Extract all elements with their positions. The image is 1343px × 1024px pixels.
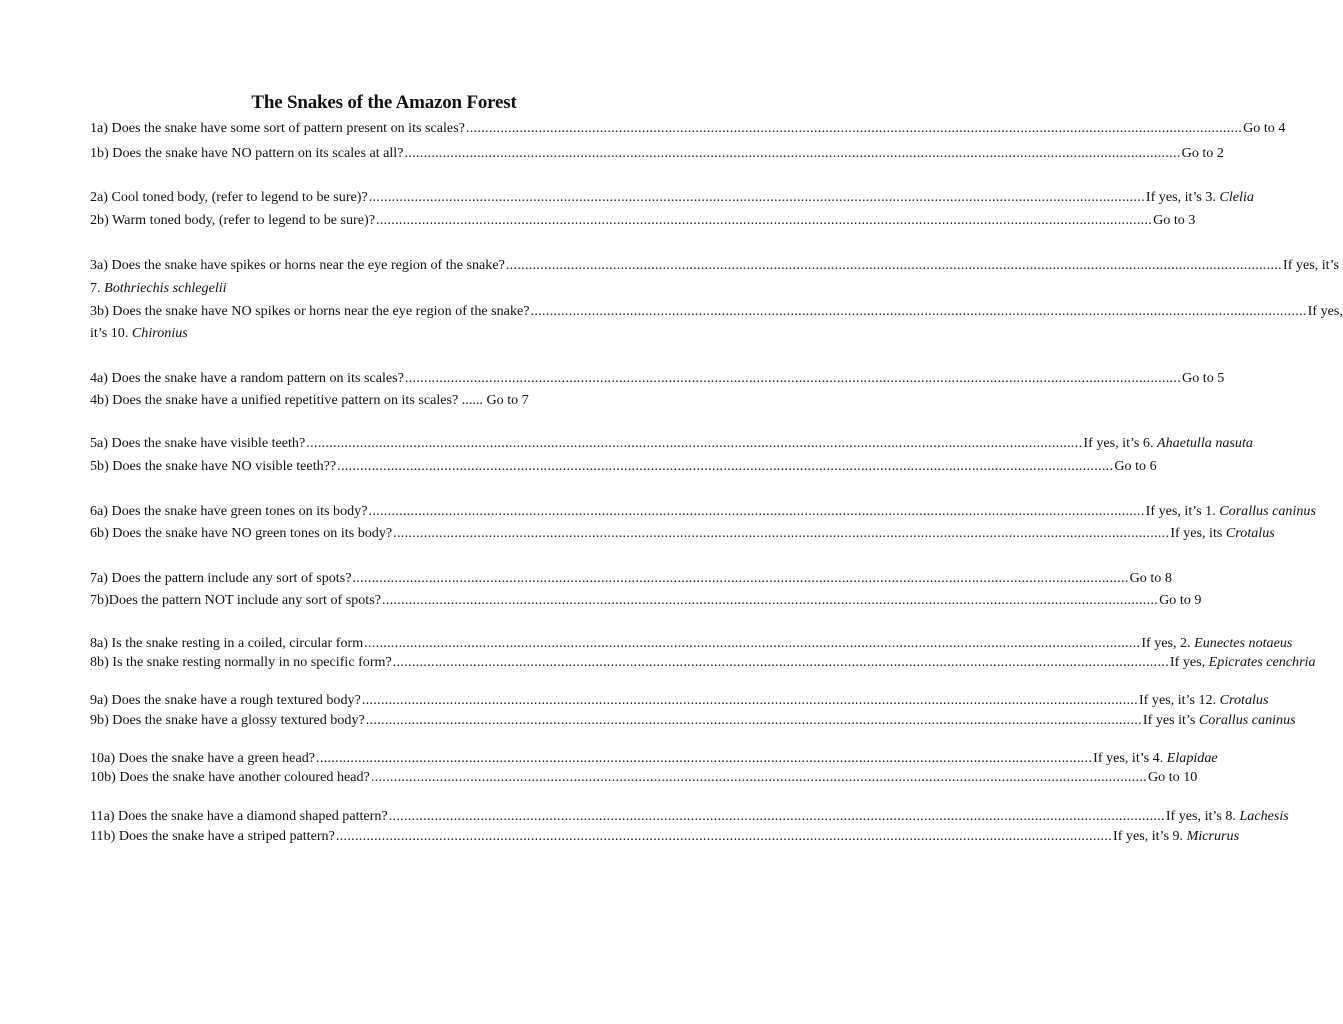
- dot-leader: ...........................................................................................................................................................................................................: [393, 525, 1170, 541]
- dot-leader: ...........................................................................................................................................................................................................: [404, 370, 1182, 386]
- question-5b: 5b) Does the snake have NO visible teeth?? ........................................................................................................................................................................................................... Go to 6: [90, 458, 1157, 474]
- species-name: Crotalus: [1225, 525, 1275, 541]
- question-1b: 1b) Does the snake have NO pattern on its scales at all? ........................................................................................................................................................................................................... Go to 2: [90, 145, 1224, 161]
- dot-leader: ...........................................................................................................................................................................................................: [404, 145, 1181, 161]
- dot-leader: ...........................................................................................................................................................................................................: [370, 769, 1147, 785]
- species-name: Chironius: [131, 325, 188, 341]
- question-1a: 1a) Does the snake have some sort of pattern present on its scales? ........................................................................................................................................................................................................... Go to 4: [90, 120, 1286, 136]
- dot-leader: ...........................................................................................................................................................................................................: [388, 808, 1165, 824]
- dot-leader: ...........................................................................................................................................................................................................: [316, 750, 1093, 766]
- dot-leader: ...........................................................................................................................................................................................................: [337, 458, 1114, 474]
- species-name: Epicrates cenchria: [1208, 654, 1316, 670]
- question-7b: 7b)Does the pattern NOT include any sort of spots? ........................................................................................................................................................................................................... Go to 9: [90, 592, 1202, 608]
- species-name: Clelia: [1219, 189, 1254, 205]
- dot-leader: ...........................................................................................................................................................................................................: [352, 570, 1129, 586]
- question-6a: 6a) Does the snake have green tones on its body? ........................................................................................................................................................................................................... If yes, it’s 1. Corallus caninus: [90, 503, 1316, 519]
- dot-leader: ...........................................................................................................................................................................................................: [306, 435, 1083, 451]
- dot-leader: ...........................................................................................................................................................................................................: [465, 120, 1243, 136]
- document-title: The Snakes of the Amazon Forest: [251, 92, 517, 113]
- question-6b: 6b) Does the snake have NO green tones on its body? ........................................................................................................................................................................................................... If yes, its Crotalus: [90, 525, 1275, 541]
- question-3b-continued: it’s 10. Chironius: [90, 325, 188, 341]
- dot-leader: ...........................................................................................................................................................................................................: [335, 828, 1113, 844]
- dot-leader: ...........................................................................................................................................................................................................: [365, 712, 1142, 728]
- species-name: Crotalus: [1219, 692, 1269, 708]
- dot-leader: ...........................................................................................................................................................................................................: [364, 635, 1141, 651]
- species-name: Bothriechis schlegelii: [104, 280, 227, 296]
- question-8b: 8b) Is the snake resting normally in no specific form? ........................................................................................................................................................................................................... If yes, Epicrates cenchria: [90, 654, 1316, 670]
- question-9a: 9a) Does the snake have a rough textured body? ........................................................................................................................................................................................................... If yes, it’s 12. Crotalus: [90, 692, 1269, 708]
- question-4b: 4b) Does the snake have a unified repetitive pattern on its scales? ...... Go to 7: [90, 392, 529, 408]
- question-8a: 8a) Is the snake resting in a coiled, circular form ........................................................................................................................................................................................................... If yes, 2. Eunectes notaeus: [90, 635, 1293, 651]
- species-name: Ahaetulla nasuta: [1157, 435, 1253, 451]
- dot-leader: ...........................................................................................................................................................................................................: [368, 189, 1145, 205]
- question-5a: 5a) Does the snake have visible teeth? ........................................................................................................................................................................................................... If yes, it’s 6. Ahaetulla nasuta: [90, 435, 1253, 451]
- question-10b: 10b) Does the snake have another coloured head? ........................................................................................................................................................................................................... Go to 10: [90, 769, 1198, 785]
- question-2a: 2a) Cool toned body, (refer to legend to be sure)? ........................................................................................................................................................................................................... If yes, it’s 3. Clelia: [90, 189, 1254, 205]
- dot-leader: ...........................................................................................................................................................................................................: [530, 303, 1307, 319]
- species-name: Lachesis: [1239, 808, 1289, 824]
- dot-leader: ...........................................................................................................................................................................................................: [375, 212, 1153, 228]
- dot-leader: ...........................................................................................................................................................................................................: [368, 503, 1145, 519]
- dot-leader: ...........................................................................................................................................................................................................: [381, 592, 1159, 608]
- question-3b: 3b) Does the snake have NO spikes or horns near the eye region of the snake? ........................................................................................................................................................................................................... If yes,: [90, 303, 1343, 319]
- question-11a: 11a) Does the snake have a diamond shaped pattern? ........................................................................................................................................................................................................... If yes, it’s 8. Lachesis: [90, 808, 1289, 824]
- question-10a: 10a) Does the snake have a green head? ........................................................................................................................................................................................................... If yes, it’s 4. Elapidae: [90, 750, 1218, 766]
- species-name: Corallus caninus: [1198, 712, 1296, 728]
- question-4a: 4a) Does the snake have a random pattern on its scales? ........................................................................................................................................................................................................... Go to 5: [90, 370, 1225, 386]
- species-name: Eunectes notaeus: [1194, 635, 1293, 651]
- species-name: Elapidae: [1166, 750, 1218, 766]
- question-11b: 11b) Does the snake have a striped pattern? ........................................................................................................................................................................................................... If yes, it’s 9. Micrurus: [90, 828, 1240, 844]
- dot-leader: ...........................................................................................................................................................................................................: [505, 257, 1282, 273]
- species-name: Micrurus: [1186, 828, 1240, 844]
- dot-leader: ...........................................................................................................................................................................................................: [392, 654, 1169, 670]
- question-7a: 7a) Does the pattern include any sort of spots? ........................................................................................................................................................................................................... Go to 8: [90, 570, 1172, 586]
- question-3a-continued: 7. Bothriechis schlegelii: [90, 280, 227, 296]
- species-name: Corallus caninus: [1219, 503, 1316, 519]
- dot-leader: ...........................................................................................................................................................................................................: [361, 692, 1138, 708]
- question-2b: 2b) Warm toned body, (refer to legend to be sure)? ........................................................................................................................................................................................................... Go to 3: [90, 212, 1196, 228]
- question-3a: 3a) Does the snake have spikes or horns near the eye region of the snake? ........................................................................................................................................................................................................... If yes, it’s: [90, 257, 1339, 273]
- question-9b: 9b) Does the snake have a glossy textured body? ........................................................................................................................................................................................................... If yes it’s Corallus caninus: [90, 712, 1296, 728]
